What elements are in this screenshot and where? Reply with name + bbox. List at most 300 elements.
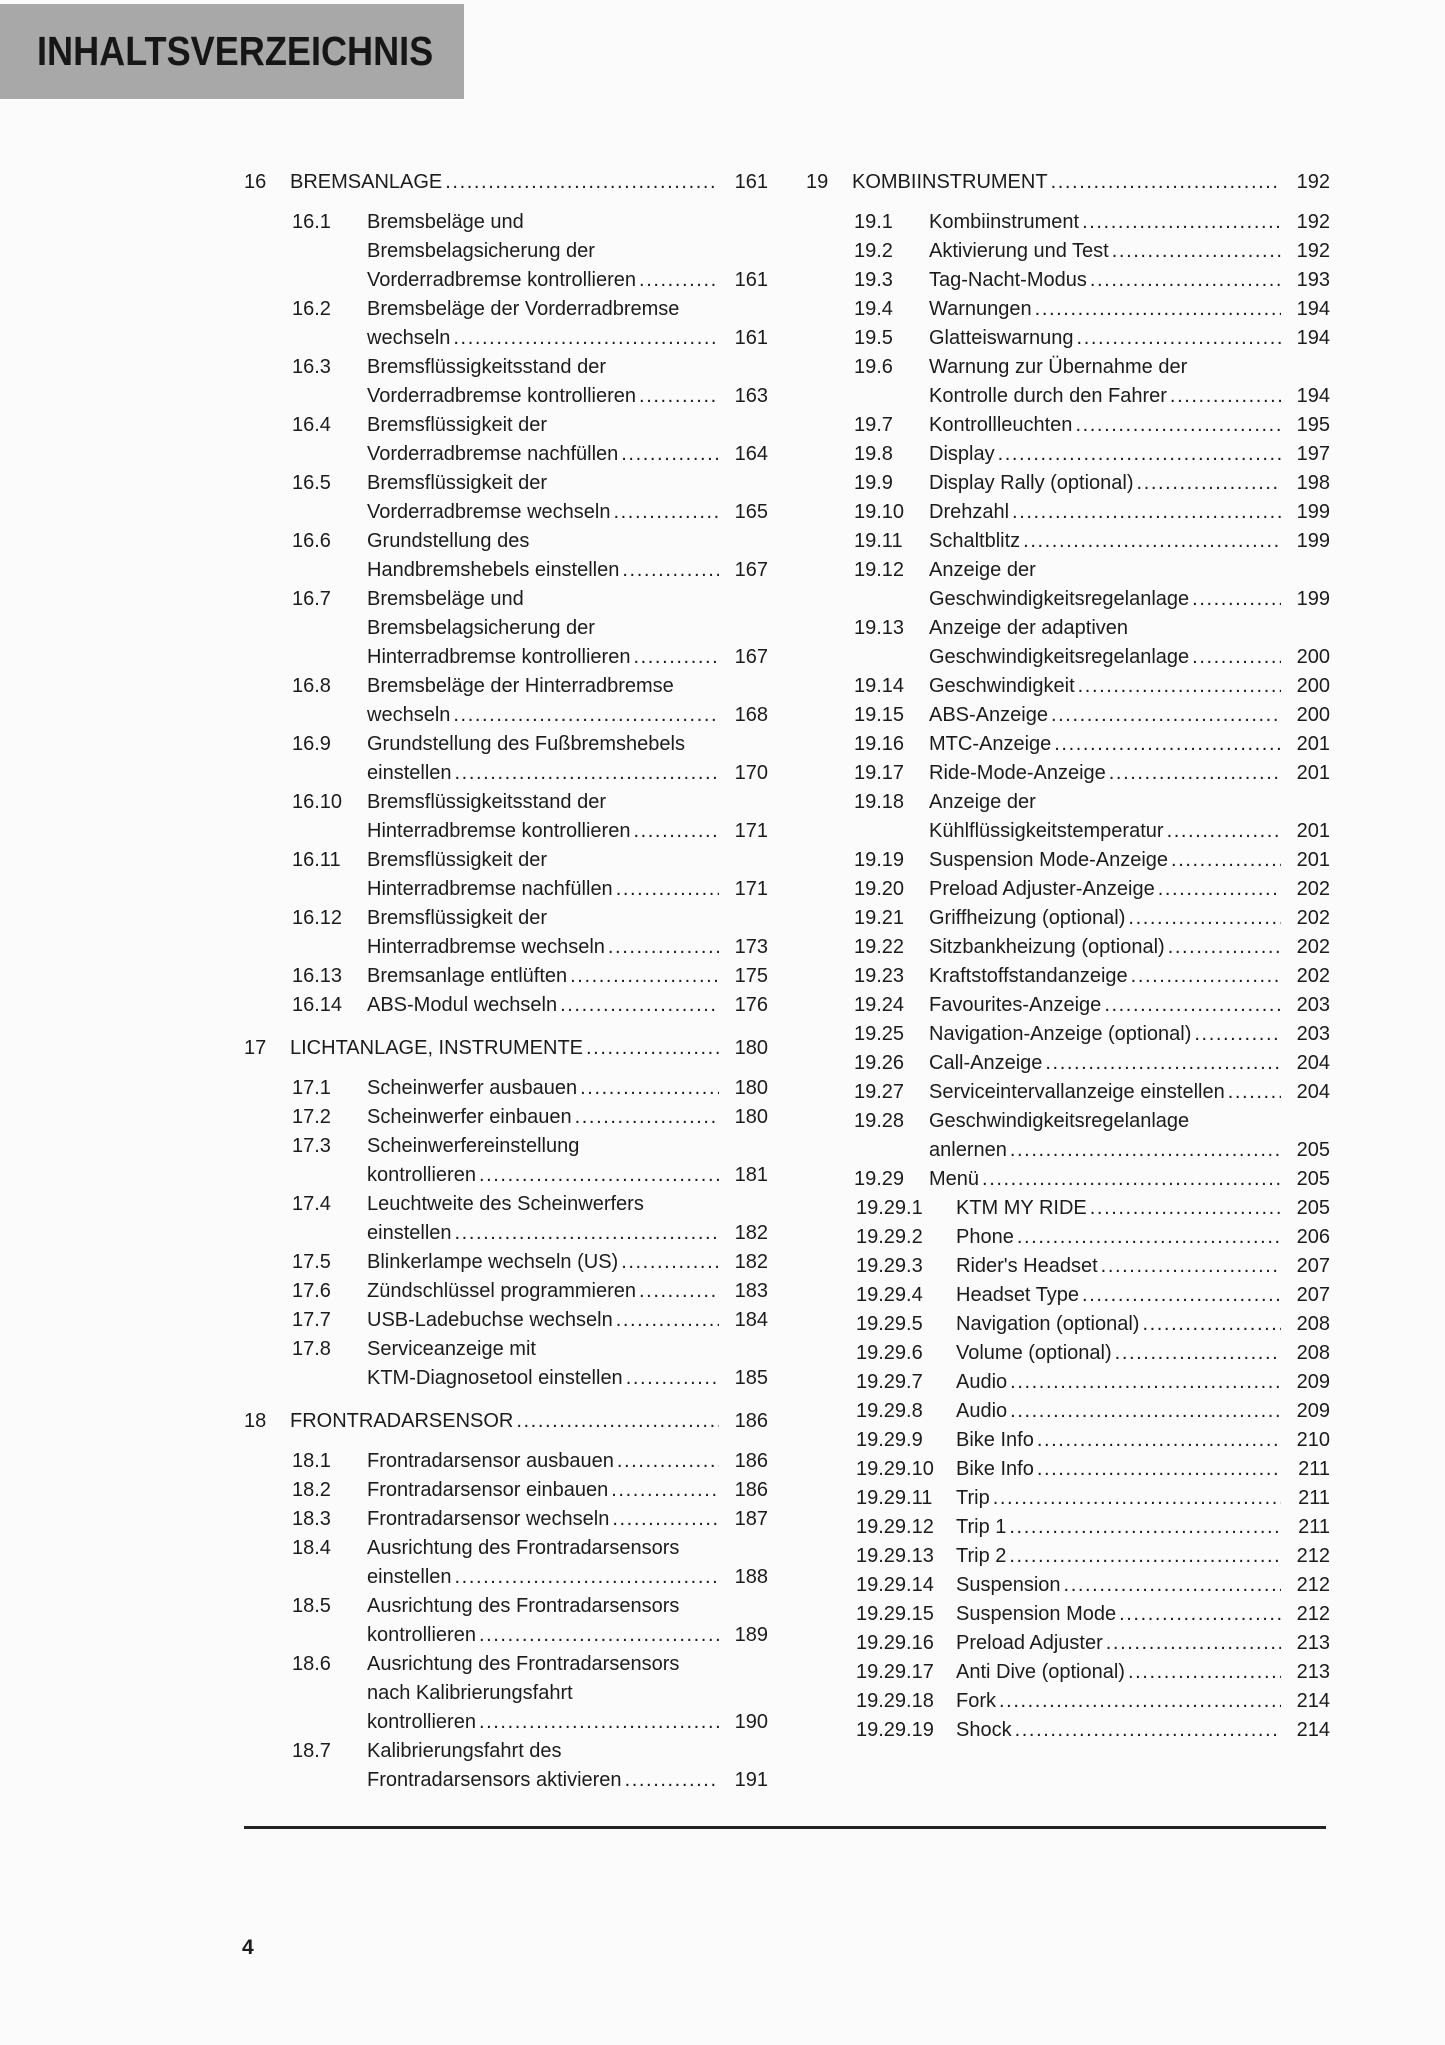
toc-entry-label	[956, 1339, 1288, 1368]
toc-section-number: 18	[244, 1410, 267, 1432]
toc-leader-line	[929, 817, 1288, 846]
toc-leader-line	[929, 672, 1288, 701]
toc-leader-line	[956, 1658, 1288, 1687]
toc-section-title: FRONTRADARSENSOR	[290, 1410, 514, 1432]
toc-leader-line	[956, 1513, 1288, 1542]
leader-dots	[608, 933, 719, 962]
toc-entry-page: 210	[1296, 1429, 1330, 1451]
toc-entry	[244, 585, 768, 672]
toc-entry-label	[367, 846, 726, 904]
leader-dots	[613, 498, 719, 527]
toc-entry-page: 212	[1296, 1545, 1330, 1567]
toc-entry-page: 199	[1296, 530, 1330, 552]
toc-leader-line	[929, 1165, 1288, 1194]
toc-entry-number: 16.8	[292, 675, 331, 697]
toc-entry-label	[929, 1078, 1288, 1107]
leader-dots	[616, 875, 719, 904]
toc-entry-page: 194	[1296, 385, 1330, 407]
toc-entry	[244, 1306, 768, 1335]
leader-dots	[1082, 208, 1281, 237]
toc-entry-label-line: Grundstellung des	[367, 530, 530, 552]
leader-dots	[612, 1505, 719, 1534]
toc-section-page: 192	[1296, 171, 1330, 193]
toc-entry-label-line: einstellen	[367, 762, 452, 784]
toc-entry-label-line: Bremsflüssigkeit der	[367, 414, 548, 436]
toc-entry-page: 184	[734, 1309, 768, 1331]
toc-entry-number: 16.14	[292, 994, 343, 1016]
toc-entry	[244, 208, 768, 295]
toc-entry-label	[929, 1107, 1288, 1165]
toc-entry-label-line: Frontradarsensor ausbauen	[367, 1450, 614, 1472]
toc-entry-label-line: Bremsflüssigkeitsstand der	[367, 791, 606, 813]
toc-entry-page: 208	[1296, 1342, 1330, 1364]
toc-entry-label	[929, 1049, 1288, 1078]
leader-dots	[575, 1103, 719, 1132]
toc-entry	[806, 991, 1330, 1020]
toc-entry-number: 19.28	[854, 1110, 905, 1132]
toc-section-title: LICHTANLAGE, INSTRUMENTE	[290, 1037, 583, 1059]
toc-column-left	[244, 168, 768, 1795]
toc-entry-label	[929, 933, 1288, 962]
leader-dots	[1051, 701, 1281, 730]
toc-entry	[806, 1368, 1330, 1397]
toc-entry-number: 16.2	[292, 298, 331, 320]
toc-entry-label	[929, 469, 1288, 498]
toc-section-page: 186	[734, 1410, 768, 1432]
toc-entry-number: 16.13	[292, 965, 343, 987]
toc-leader-line	[367, 962, 726, 991]
toc-entry-page: 188	[734, 1566, 768, 1588]
leader-dots	[1137, 469, 1281, 498]
toc-entry-label-line: Ride-Mode-Anzeige	[929, 762, 1106, 784]
toc-entry-page: 197	[1296, 443, 1330, 465]
toc-entry	[806, 1571, 1330, 1600]
toc-leader-line	[956, 1223, 1288, 1252]
toc-entry-label-line: Warnung zur Übernahme der	[929, 356, 1188, 378]
toc-entry-page: 214	[1296, 1690, 1330, 1712]
toc-leader-line	[367, 875, 726, 904]
toc-entry-page: 207	[1296, 1284, 1330, 1306]
leader-dots	[639, 382, 719, 411]
toc-entry-label-line: Sitzbankheizung (optional)	[929, 936, 1165, 958]
toc-leader-line	[956, 1368, 1288, 1397]
toc-entry-page: 163	[734, 385, 768, 407]
toc-entry-page: 202	[1296, 907, 1330, 929]
toc-section-header	[806, 168, 1330, 197]
toc-section-title: KOMBIINSTRUMENT	[852, 171, 1048, 193]
toc-entry	[806, 1078, 1330, 1107]
leader-dots	[1054, 730, 1281, 759]
toc-entry-label-line: Serviceanzeige mit	[367, 1338, 536, 1360]
toc-entry-page: 170	[734, 762, 768, 784]
toc-entry-label	[367, 962, 726, 991]
toc-leader-line	[367, 1074, 726, 1103]
toc-leader-line	[367, 701, 726, 730]
toc-entry-label-line: wechseln	[367, 327, 451, 349]
leader-dots	[1171, 846, 1281, 875]
toc-entry-page: 175	[734, 965, 768, 987]
toc-leader-line	[929, 730, 1288, 759]
toc-entry-label	[929, 208, 1288, 237]
toc-entry-number: 19.29.7	[856, 1371, 923, 1393]
leader-dots	[580, 1074, 719, 1103]
leader-dots	[1167, 817, 1281, 846]
toc-entry-page: 213	[1296, 1632, 1330, 1654]
toc-entry-label-line: wechseln	[367, 704, 451, 726]
toc-entry-label	[367, 1132, 726, 1190]
toc-leader-line	[929, 440, 1288, 469]
leader-dots	[1064, 1571, 1281, 1600]
toc-entry-label-line: Ausrichtung des Frontradarsensors	[367, 1595, 680, 1617]
toc-entry-number: 19.29.12	[856, 1516, 934, 1538]
toc-entry-page: 211	[1298, 1516, 1330, 1538]
toc-entry-label-line: Hinterradbremse kontrollieren	[367, 646, 631, 668]
toc-entry-label-line: nach Kalibrierungsfahrt	[367, 1682, 573, 1704]
toc-entry-number: 17.5	[292, 1251, 331, 1273]
toc-entry-label-line: ABS-Anzeige	[929, 704, 1048, 726]
toc-leader-line	[956, 1281, 1288, 1310]
toc-entry	[244, 469, 768, 527]
toc-entry-page: 202	[1296, 936, 1330, 958]
toc-entry-page: 198	[1296, 472, 1330, 494]
toc-entry-label	[367, 1592, 726, 1650]
toc-entry	[806, 1252, 1330, 1281]
toc-entry-label	[929, 411, 1288, 440]
toc-entry-page: 193	[1296, 269, 1330, 291]
toc-entry-label-line: Favourites-Anzeige	[929, 994, 1102, 1016]
toc-entry	[244, 1476, 768, 1505]
toc-entry	[806, 324, 1330, 353]
toc-entry-page: 176	[734, 994, 768, 1016]
leader-dots	[1037, 1455, 1281, 1484]
toc-entry-page: 165	[734, 501, 768, 523]
leader-dots	[479, 1161, 719, 1190]
toc-entry-label	[929, 991, 1288, 1020]
toc-entry-page: 180	[734, 1106, 768, 1128]
toc-entry-label-line: Scheinwerfer ausbauen	[367, 1077, 578, 1099]
leader-dots	[1158, 875, 1281, 904]
toc-entry-number: 18.4	[292, 1537, 331, 1559]
toc-section-title: BREMSANLAGE	[290, 171, 443, 193]
toc-entry-number: 16.7	[292, 588, 331, 610]
toc-section-header	[244, 168, 768, 197]
toc-leader-line	[929, 411, 1288, 440]
toc-entry-label	[367, 295, 726, 353]
toc-entry-number: 16.3	[292, 356, 331, 378]
toc-entry-label	[367, 1103, 726, 1132]
leader-dots	[1037, 1426, 1281, 1455]
toc-entry-label-line: Ausrichtung des Frontradarsensors	[367, 1653, 680, 1675]
toc-entry-label	[367, 1505, 726, 1534]
toc-entry-label-line: Grundstellung des Fußbremshebels	[367, 733, 685, 755]
toc-entry-label-line: Blinkerlampe wechseln (US)	[367, 1251, 619, 1273]
toc-entry-label-line: Trip	[956, 1487, 990, 1509]
toc-entry-label-line: Kontrollleuchten	[929, 414, 1073, 436]
toc-entry-number: 19.19	[854, 849, 905, 871]
leader-dots	[998, 440, 1281, 469]
toc-entry	[244, 1335, 768, 1393]
toc-leader-line	[367, 1766, 726, 1795]
toc-leader-line	[929, 933, 1288, 962]
toc-leader-line	[929, 759, 1288, 788]
toc-leader-line	[367, 324, 726, 353]
toc-entry-page: 211	[1298, 1458, 1330, 1480]
toc-entry-label-line: kontrollieren	[367, 1164, 476, 1186]
toc-leader-line	[956, 1252, 1288, 1281]
toc-entry-label-line: Shock	[956, 1719, 1012, 1741]
toc-entry-label-line: Bremsbeläge und	[367, 211, 524, 233]
leader-dots	[1090, 266, 1281, 295]
toc-entry-label-line: Fork	[956, 1690, 996, 1712]
toc-entry	[244, 846, 768, 904]
toc-entry	[806, 1426, 1330, 1455]
toc-entry-page: 161	[734, 327, 768, 349]
toc-entry-label	[929, 672, 1288, 701]
leader-dots	[1228, 1078, 1281, 1107]
toc-entry-label-line: Bremsbeläge der Hinterradbremse	[367, 675, 674, 697]
toc-entry-page: 214	[1296, 1719, 1330, 1741]
toc-entry-page: 201	[1296, 820, 1330, 842]
toc-entry-number: 19.29.10	[856, 1458, 934, 1480]
leader-dots	[560, 991, 719, 1020]
toc-entry	[806, 1397, 1330, 1426]
toc-leader-line	[956, 1310, 1288, 1339]
toc-entry-label	[929, 527, 1288, 556]
leader-dots	[639, 1277, 719, 1306]
toc-entry-label-line: Display Rally (optional)	[929, 472, 1134, 494]
toc-entry	[806, 1484, 1330, 1513]
toc-entry-page: 199	[1296, 588, 1330, 610]
leader-dots	[621, 440, 719, 469]
toc-leader-line	[929, 469, 1288, 498]
toc-entry	[806, 1049, 1330, 1078]
toc-entry-page: 204	[1296, 1081, 1330, 1103]
toc-entry	[806, 1629, 1330, 1658]
toc-entry-number: 19.25	[854, 1023, 905, 1045]
toc-entry-page: 200	[1296, 646, 1330, 668]
toc-leader-line	[929, 643, 1288, 672]
toc-entry-number: 18.7	[292, 1740, 331, 1762]
toc-entry-label-line: Navigation-Anzeige (optional)	[929, 1023, 1192, 1045]
toc-entry-page: 167	[734, 559, 768, 581]
toc-entry	[244, 730, 768, 788]
toc-entry	[244, 295, 768, 353]
toc-entry-page: 194	[1296, 327, 1330, 349]
page-title: INHALTSVERZEICHNIS	[37, 28, 434, 74]
toc-entry	[806, 440, 1330, 469]
toc-entry-label-line: Bremsbelagsicherung der	[367, 240, 595, 262]
toc-entry-number: 19.21	[854, 907, 905, 929]
toc-entry-number: 19.26	[854, 1052, 905, 1074]
toc-entry	[806, 1600, 1330, 1629]
toc-entry-page: 192	[1296, 240, 1330, 262]
toc-leader-line	[367, 1505, 726, 1534]
footer-divider	[244, 1826, 1326, 1829]
toc-entry-label	[367, 1248, 726, 1277]
toc-entry	[244, 962, 768, 991]
toc-entry	[806, 730, 1330, 759]
toc-entry-label-line: Bremsbelagsicherung der	[367, 617, 595, 639]
toc-entry-label-line: USB-Ladebuchse wechseln	[367, 1309, 613, 1331]
toc-entry-number: 19.24	[854, 994, 905, 1016]
toc-entry-number: 19.2	[854, 240, 893, 262]
toc-entry-label	[929, 237, 1288, 266]
toc-entry-page: 183	[734, 1280, 768, 1302]
toc-entry-page: 208	[1296, 1313, 1330, 1335]
toc-entry-label-line: Vorderradbremse kontrollieren	[367, 269, 637, 291]
toc-entry-number: 19.29	[854, 1168, 905, 1190]
toc-entry-label-line: Menü	[929, 1168, 980, 1190]
toc-entry	[806, 556, 1330, 614]
toc-entry	[806, 1281, 1330, 1310]
leader-dots	[1106, 1629, 1281, 1658]
leader-dots	[516, 1407, 719, 1436]
leader-dots	[479, 1708, 719, 1737]
toc-entry	[806, 237, 1330, 266]
toc-entry	[806, 701, 1330, 730]
toc-entry-label	[956, 1426, 1288, 1455]
toc-entry	[244, 904, 768, 962]
leader-dots	[1119, 1600, 1281, 1629]
toc-entry-label-line: Bremsflüssigkeitsstand der	[367, 356, 606, 378]
toc-entry-number: 19.29.1	[856, 1197, 923, 1219]
toc-entry	[806, 1658, 1330, 1687]
toc-leader-line	[956, 1716, 1288, 1745]
toc-section-page: 161	[734, 171, 768, 193]
toc-entry-label	[929, 788, 1288, 846]
toc-entry-label	[929, 1020, 1288, 1049]
toc-leader-line	[929, 1049, 1288, 1078]
leader-dots	[639, 266, 719, 295]
leader-dots	[1015, 1716, 1281, 1745]
toc-entry-label-line: Hinterradbremse nachfüllen	[367, 878, 613, 900]
toc-entry-label-line: Vorderradbremse kontrollieren	[367, 385, 637, 407]
toc-leader-line	[852, 168, 1288, 197]
toc-entry-label	[367, 1534, 726, 1592]
toc-entry	[244, 411, 768, 469]
toc-entry-number: 19.12	[854, 559, 905, 581]
toc-leader-line	[956, 1600, 1288, 1629]
toc-entry	[806, 295, 1330, 324]
toc-entry-label	[929, 295, 1288, 324]
leader-dots	[1009, 1513, 1281, 1542]
leader-dots	[1115, 1339, 1281, 1368]
leader-dots	[1192, 585, 1281, 614]
toc-entry-number: 19.3	[854, 269, 893, 291]
toc-entry	[806, 1165, 1330, 1194]
leader-dots	[1142, 1310, 1281, 1339]
toc-entry	[806, 904, 1330, 933]
toc-entry	[806, 788, 1330, 846]
leader-dots	[1082, 1281, 1281, 1310]
toc-entry-label-line: ABS-Modul wechseln	[367, 994, 558, 1016]
toc-entry-number: 19.4	[854, 298, 893, 320]
toc-entry-label	[367, 1737, 726, 1795]
toc-entry-label	[956, 1223, 1288, 1252]
toc-entry-label-line: anlernen	[929, 1139, 1007, 1161]
toc-entry-label-line: KTM MY RIDE	[956, 1197, 1087, 1219]
toc-leader-line	[929, 498, 1288, 527]
toc-leader-line	[929, 904, 1288, 933]
toc-entry-label-line: Bremsbeläge der Vorderradbremse	[367, 298, 680, 320]
leader-dots	[626, 1364, 719, 1393]
toc-entry	[806, 614, 1330, 672]
toc-entry-label	[929, 266, 1288, 295]
toc-entry-number: 17.1	[292, 1077, 331, 1099]
toc-entry-label-line: Vorderradbremse wechseln	[367, 501, 611, 523]
toc-entry-label-line: Frontradarsensor wechseln	[367, 1508, 610, 1530]
toc-entry	[244, 1248, 768, 1277]
toc-leader-line	[367, 1447, 726, 1476]
toc-entry	[806, 498, 1330, 527]
toc-entry-page: 209	[1296, 1371, 1330, 1393]
toc-entry-label-line: Navigation (optional)	[956, 1313, 1140, 1335]
toc-entry-label-line: Scheinwerfer einbauen	[367, 1106, 572, 1128]
toc-entry-label	[929, 498, 1288, 527]
toc-leader-line	[956, 1339, 1288, 1368]
toc-entry-label-line: Ausrichtung des Frontradarsensors	[367, 1537, 680, 1559]
toc-entry-label-line: Anzeige der adaptiven	[929, 617, 1129, 639]
toc-entry-label-line: Display	[929, 443, 995, 465]
toc-entry-label-line: Bremsflüssigkeit der	[367, 849, 548, 871]
toc-entry-page: 201	[1296, 762, 1330, 784]
toc-entry-label	[929, 1165, 1288, 1194]
toc-entry-label-line: Kühlflüssigkeitstemperatur	[929, 820, 1164, 842]
toc-entry-label-line: Geschwindigkeitsregelanlage	[929, 1110, 1190, 1132]
toc-entry-label-line: Bike Info	[956, 1458, 1034, 1480]
toc-leader-line	[929, 208, 1288, 237]
leader-dots	[586, 1034, 719, 1063]
toc-leader-line	[367, 1708, 726, 1737]
toc-entry-label-line: Suspension Mode	[956, 1603, 1117, 1625]
leader-dots	[479, 1621, 719, 1650]
toc-entry	[244, 1074, 768, 1103]
toc-entry-number: 19.13	[854, 617, 905, 639]
toc-entry	[806, 1687, 1330, 1716]
toc-entry-number: 19.20	[854, 878, 905, 900]
toc-entry	[806, 1310, 1330, 1339]
toc-entry	[244, 1132, 768, 1190]
toc-leader-line	[929, 527, 1288, 556]
leader-dots	[617, 1447, 719, 1476]
toc-entry-label-line: Kraftstoffstandanzeige	[929, 965, 1128, 987]
toc-entry-page: 201	[1296, 733, 1330, 755]
toc-entry-number: 19.29.6	[856, 1342, 923, 1364]
toc-column-right	[806, 168, 1330, 1745]
toc-entry-page: 181	[734, 1164, 768, 1186]
toc-entry	[806, 846, 1330, 875]
toc-entry-number: 16.10	[292, 791, 343, 813]
toc-entry-number: 17.7	[292, 1309, 331, 1331]
toc-entry-label-line: Call-Anzeige	[929, 1052, 1043, 1074]
toc-entry-page: 213	[1296, 1661, 1330, 1683]
toc-entry-label-line: Kombiinstrument	[929, 211, 1080, 233]
toc-entry-number: 19.22	[854, 936, 905, 958]
toc-entry-label	[367, 585, 726, 672]
toc-entry-number: 17.3	[292, 1135, 331, 1157]
toc-entry-page: 204	[1296, 1052, 1330, 1074]
leader-dots	[1112, 237, 1281, 266]
toc-entry-label-line: Headset Type	[956, 1284, 1080, 1306]
toc-entry-page: 164	[734, 443, 768, 465]
toc-entry-label-line: Schaltblitz	[929, 530, 1021, 552]
toc-entry-label	[367, 1306, 726, 1335]
leader-dots	[633, 817, 719, 846]
toc-entry-page: 182	[734, 1251, 768, 1273]
toc-entry-number: 19.29.9	[856, 1429, 923, 1451]
toc-entry-label	[956, 1310, 1288, 1339]
toc-entry	[244, 1505, 768, 1534]
